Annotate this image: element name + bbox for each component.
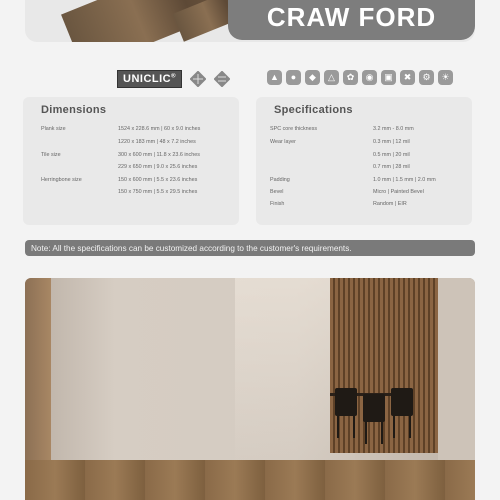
feature-icons <box>267 70 453 85</box>
row-label: Herringbone size <box>41 177 82 183</box>
row-label: Plank size <box>41 126 66 132</box>
dimensions-panel <box>23 97 239 225</box>
customization-note <box>25 240 475 256</box>
uv-resistant-icon: ☀ <box>438 70 453 85</box>
side-wall-panel <box>25 278 51 478</box>
row-value: 229 x 650 mm | 9.0 x 25.6 inches <box>118 164 198 170</box>
row-value: Random | EIR <box>373 201 407 207</box>
formaldehyde-free-icon: ✖ <box>400 70 415 85</box>
dimensions-title: Dimensions <box>41 104 107 116</box>
row-value: 0.7 mm | 28 mil <box>373 164 410 170</box>
wall <box>438 278 475 468</box>
waterproof-icon: ◆ <box>305 70 320 85</box>
row-value: 0.3 mm | 12 mil <box>373 139 410 145</box>
chevron-pattern-icon <box>214 71 230 87</box>
row-value: 1.0 mm | 1.5 mm | 2.0 mm <box>373 177 436 183</box>
note-text: Note: All the specifications can be customized according to the customer's requirements. <box>31 243 352 253</box>
chair <box>335 388 357 438</box>
row-label: SPC core thickness <box>270 126 318 132</box>
row-label: Wear layer <box>270 139 296 145</box>
room-interior-photo <box>25 278 475 500</box>
specifications-panel <box>256 97 472 225</box>
row-value: Micro | Painted Bevel <box>373 189 424 195</box>
stain-resistant-icon: ▣ <box>381 70 396 85</box>
row-value: 1220 x 183 mm | 48 x 7.2 inches <box>118 139 196 145</box>
chair <box>391 388 413 438</box>
row-label: Bevel <box>270 189 284 195</box>
pet-friendly-icon: ✿ <box>343 70 358 85</box>
underfloor-heating-icon: △ <box>324 70 339 85</box>
herringbone-pattern-icon <box>190 71 206 87</box>
row-label: Padding <box>270 177 290 183</box>
anti-bacterial-icon: ◉ <box>362 70 377 85</box>
row-label: Tile size <box>41 152 61 158</box>
row-value: 3.2 mm - 8.0 mm <box>373 126 414 132</box>
row-value: 300 x 600 mm | 11.8 x 23.6 inches <box>118 152 200 158</box>
scratch-resistant-icon: ⚙ <box>419 70 434 85</box>
row-value: 150 x 750 mm | 5.5 x 29.5 inches <box>118 189 198 195</box>
chair <box>363 394 385 444</box>
uniclic-logo: UNICLIC® <box>117 70 182 88</box>
product-title: CRAW FORD <box>266 1 437 32</box>
row-value: 1524 x 228.6 mm | 60 x 9.0 inches <box>118 126 201 132</box>
row-label: Finish <box>270 201 285 207</box>
row-value: 150 x 600 mm | 5.5 x 23.6 inches <box>118 177 198 183</box>
anti-slip-icon: ● <box>286 70 301 85</box>
specifications-title: Specifications <box>274 104 353 116</box>
row-value: 0.5 mm | 20 mil <box>373 152 410 158</box>
wood-floor <box>25 460 475 500</box>
product-title-badge <box>228 0 475 40</box>
fire-resistant-icon: ▲ <box>267 70 282 85</box>
brand-row <box>117 70 230 88</box>
